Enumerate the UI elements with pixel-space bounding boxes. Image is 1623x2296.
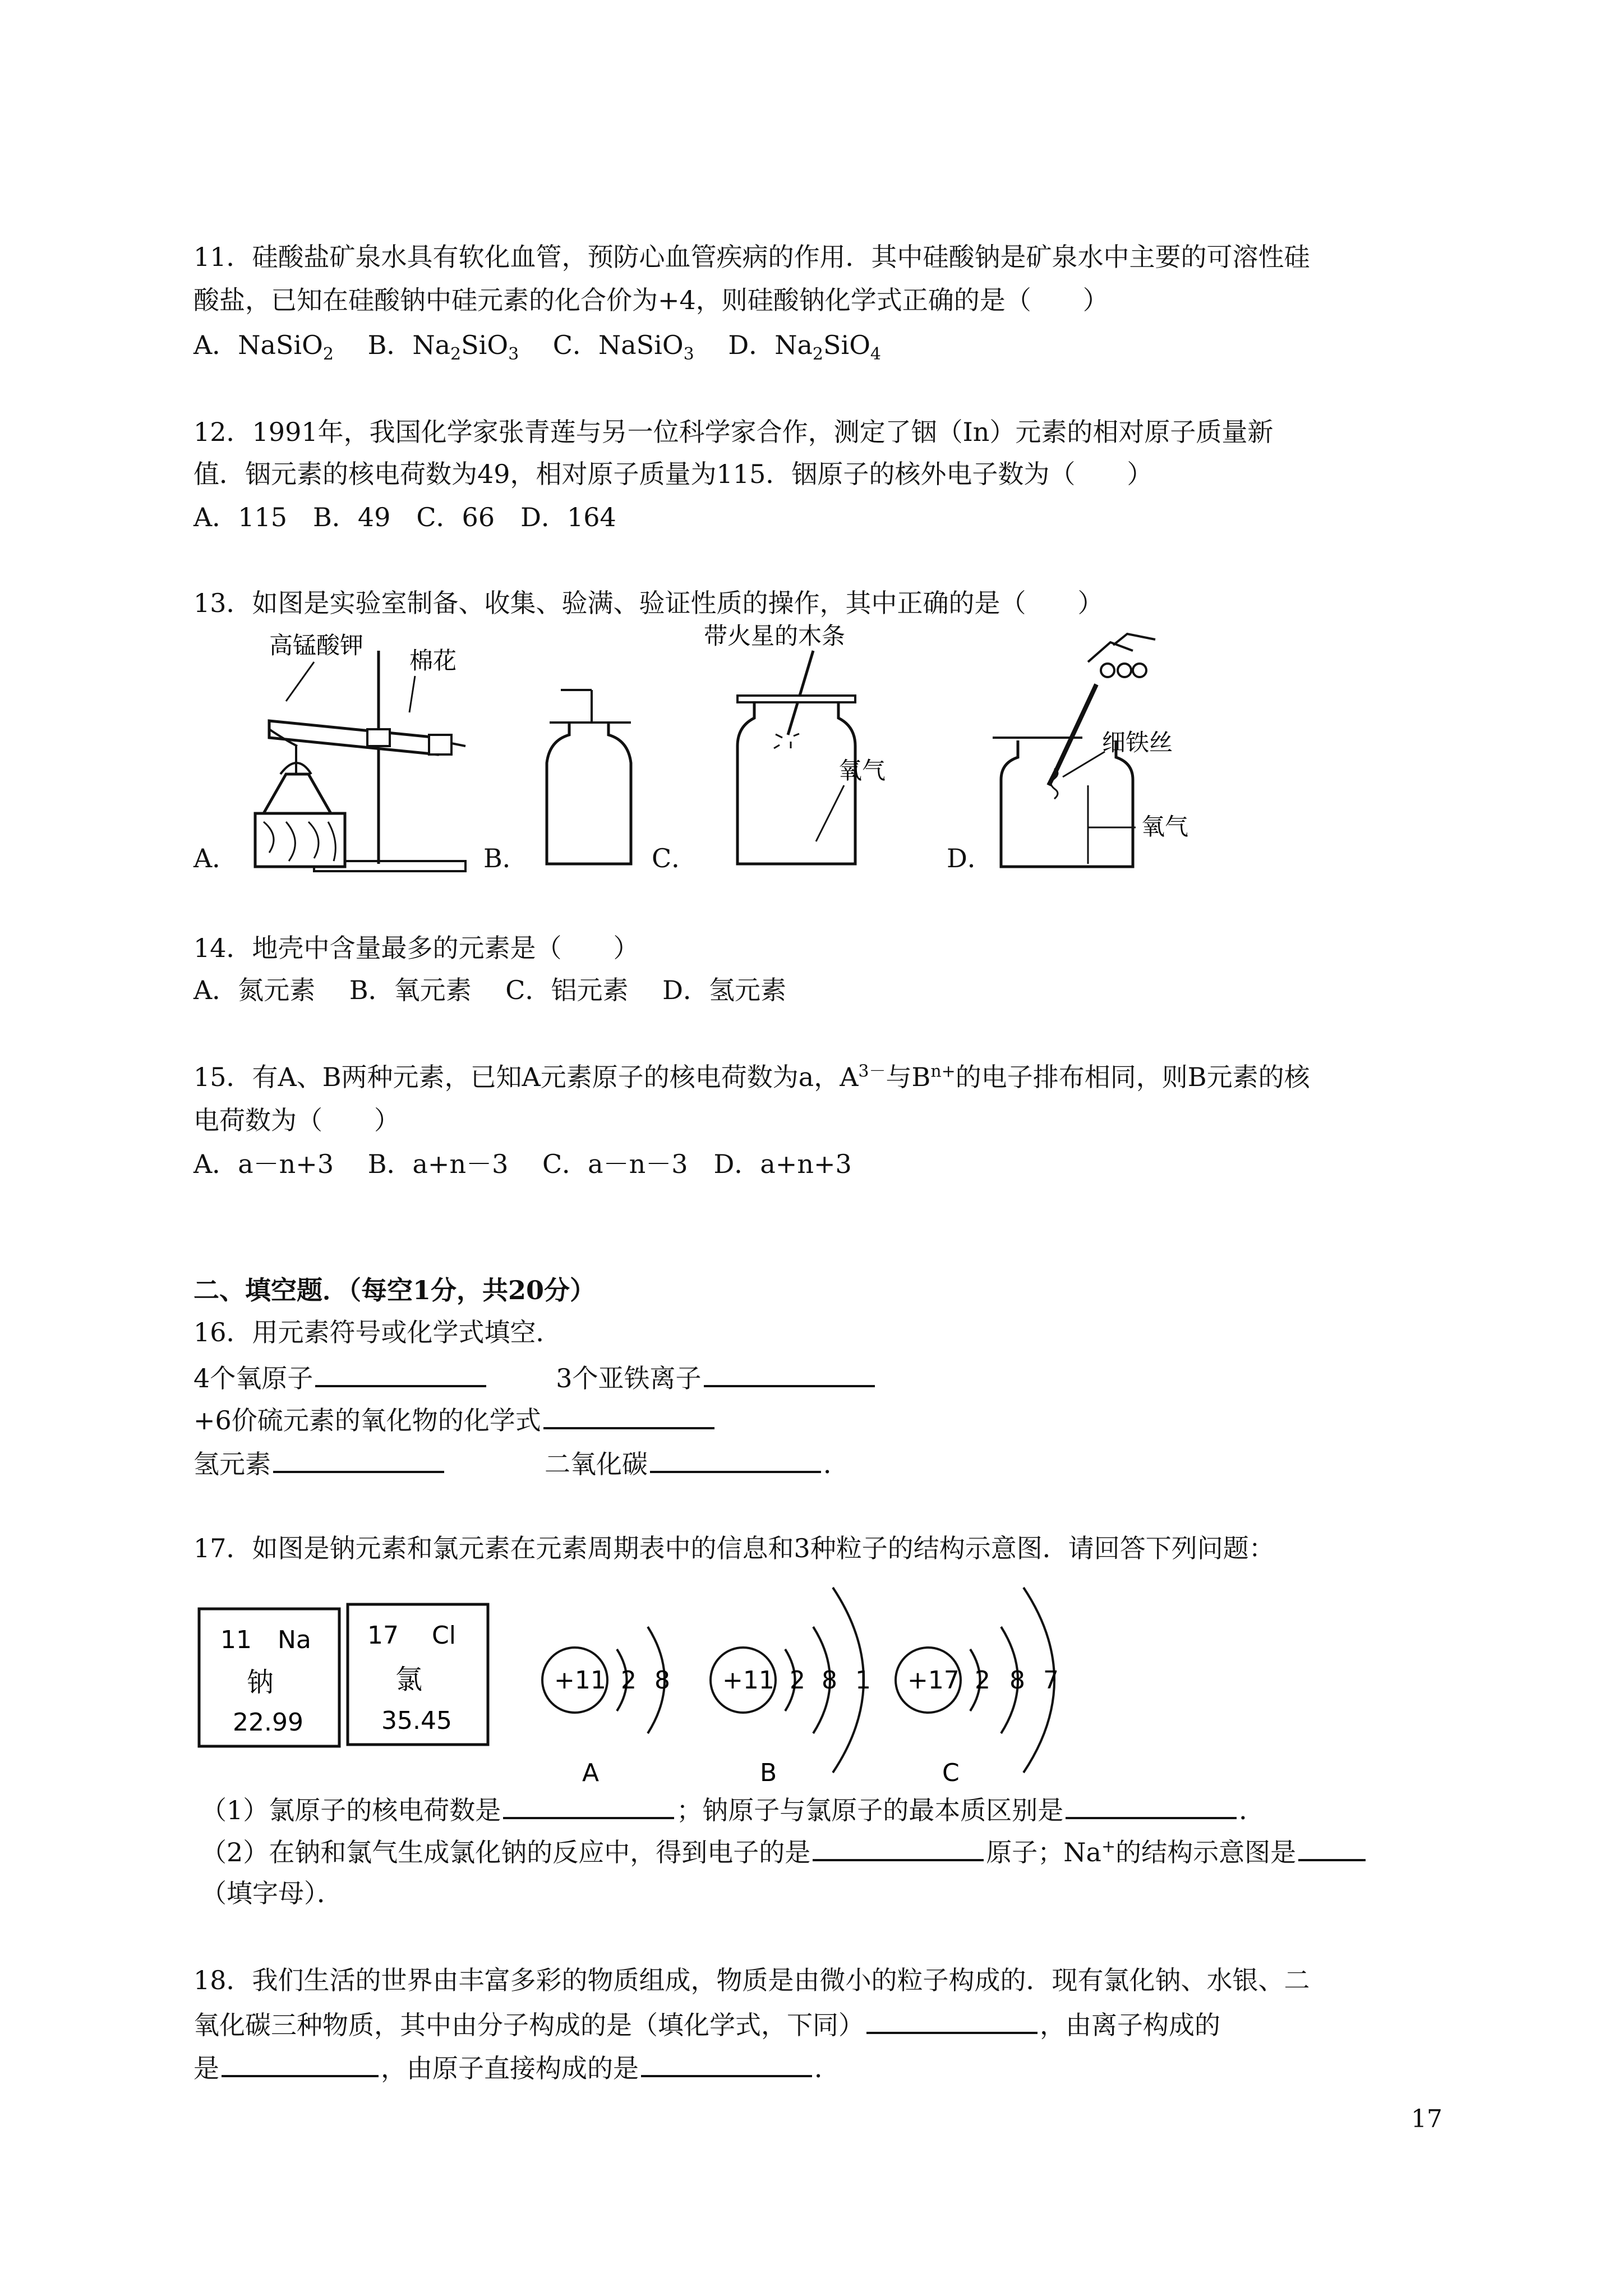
answer-blank[interactable] [813,1834,984,1861]
q15-options: A．a－n+3 B．a+n－3 C．a－n－3 D．a+n+3 [193,1149,852,1179]
svg-text:C: C [942,1759,960,1787]
answer-blank[interactable] [1298,1834,1366,1861]
svg-text:8: 8 [654,1666,670,1695]
q11-line1: 11．硅酸盐矿泉水具有软化血管，预防心血管疾病的作用．其中硅酸钠是矿泉水中主要的可溶性硅 [193,242,1310,272]
answer-blank[interactable] [503,1792,674,1819]
q16-row1: 4个氧原子 3个亚铁离子 [193,1360,877,1395]
q16-row2: +6价硫元素的氧化物的化学式 [193,1402,717,1437]
svg-text:B: B [760,1759,777,1787]
q17-sub1: （1）氯原子的核电荷数是 ；钠原子与氯原子的最本质区别是 ． [201,1792,1265,1827]
q16-row3: 氢元素 二氧化碳 ． [193,1446,849,1481]
svg-text:8: 8 [1009,1666,1025,1695]
answer-blank[interactable] [866,2007,1038,2034]
svg-text:1: 1 [855,1666,871,1695]
q16-line1: 16．用元素符号或化学式填空． [193,1317,562,1347]
q18-line3: 是 ，由原子直接构成的是 ． [193,2050,840,2085]
svg-text:氧气: 氧气 [838,757,886,784]
figure-c-splint-test [704,617,928,875]
svg-text:+11: +11 [722,1666,774,1695]
svg-text:2: 2 [621,1666,637,1695]
svg-text:Cl: Cl [432,1621,456,1650]
svg-text:35.45: 35.45 [381,1706,452,1735]
q13-label-c: C． [652,843,698,873]
svg-text:细铁丝: 细铁丝 [1102,729,1173,756]
answer-blank[interactable] [315,1360,486,1387]
svg-text:带火星的木条: 带火星的木条 [704,622,846,650]
q12-options: A．115 B．49 C．66 D．164 [193,502,616,532]
answer-blank[interactable] [641,2050,812,2077]
svg-text:2: 2 [790,1666,805,1695]
figure-b-gas-bottle [533,679,645,875]
q18-line2: 氧化碳三种物质，其中由分子构成的是（填化学式，下同） ，由离子构成的 [193,2007,1220,2042]
q11-line2: 酸盐，已知在硅酸钠中硅元素的化合价为+4，则硅酸钠化学式正确的是（ ） [193,285,1109,315]
answer-blank[interactable] [704,1360,875,1387]
svg-text:棉花: 棉花 [409,647,457,674]
svg-text:A: A [582,1759,600,1787]
q12-line2: 值．铟元素的核电荷数为49，相对原子质量为115．铟原子的核外电子数为（ ） [193,459,1153,489]
answer-blank[interactable] [222,2050,379,2077]
q17-sub2-cont: （填字母）． [201,1878,343,1908]
q18-line1: 18．我们生活的世界由丰富多彩的物质组成，物质是由微小的粒子构成的．现有氯化钠、水银、二 [193,1965,1310,1995]
q14-options: A．氮元素 B．氧元素 C．铝元素 D．氢元素 [193,975,786,1005]
figure-a-heating-apparatus [224,628,471,875]
answer-blank[interactable] [273,1446,444,1473]
svg-text:高锰酸钾: 高锰酸钾 [269,632,364,659]
q11-options: A．NaSiO$_2$ B．$Na_2SiO_3$ C．NaSiO$_3$ D．$Na_2SiO_4$ [193,330,882,365]
svg-text:11: 11 [220,1626,252,1654]
answer-blank[interactable] [650,1446,821,1473]
q17-sub2: （2）在钠和氯气生成氯化钠的反应中，得到电子的是 原子；Na+的结构示意图是 [201,1834,1368,1869]
svg-text:7: 7 [1043,1666,1059,1695]
q17-line1: 17．如图是钠元素和氯元素在元素周期表中的信息和3种粒子的结构示意图．请回答下列问题： [193,1533,1275,1563]
q15-line1: 15．有A、B两种元素，已知A元素原子的核电荷数为a，$A^{3-}$与$B^{n+}$的电子排布相同，则B元素的核 [193,1061,1310,1092]
figure-d-iron-wire [993,623,1256,875]
q15-line2: 电荷数为（ ） [193,1105,400,1135]
q12-line1: 12．1991年，我国化学家张青莲与另一位科学家合作，测定了铟（In）元素的相对原子质量新 [193,417,1274,447]
svg-text:17: 17 [367,1621,399,1650]
svg-text:氧气: 氧气 [1141,813,1189,840]
svg-text:钠: 钠 [247,1667,274,1698]
q14-line1: 14．地壳中含量最多的元素是（ ） [193,933,639,963]
answer-blank[interactable] [1066,1792,1237,1819]
svg-text:2: 2 [975,1666,990,1695]
q13-line1: 13．如图是实验室制备、收集、验满、验证性质的操作，其中正确的是（ ） [193,588,1104,618]
svg-text:Na: Na [278,1626,311,1654]
q13-label-d: D． [947,843,993,873]
svg-text:8: 8 [822,1666,837,1695]
figure-q17-atom-diagrams [193,1582,1147,1795]
svg-text:+17: +17 [907,1666,960,1695]
svg-text:22.99: 22.99 [233,1708,303,1737]
q13-label-a: A． [193,843,238,873]
section-2-title: 二、填空题．（每空1分，共20分） [193,1275,596,1305]
svg-text:氯: 氯 [395,1664,423,1695]
page-number: 17 [1411,2105,1442,2133]
q13-label-b: B． [483,843,528,873]
svg-text:+11: +11 [554,1666,606,1695]
answer-blank[interactable] [543,1402,714,1429]
